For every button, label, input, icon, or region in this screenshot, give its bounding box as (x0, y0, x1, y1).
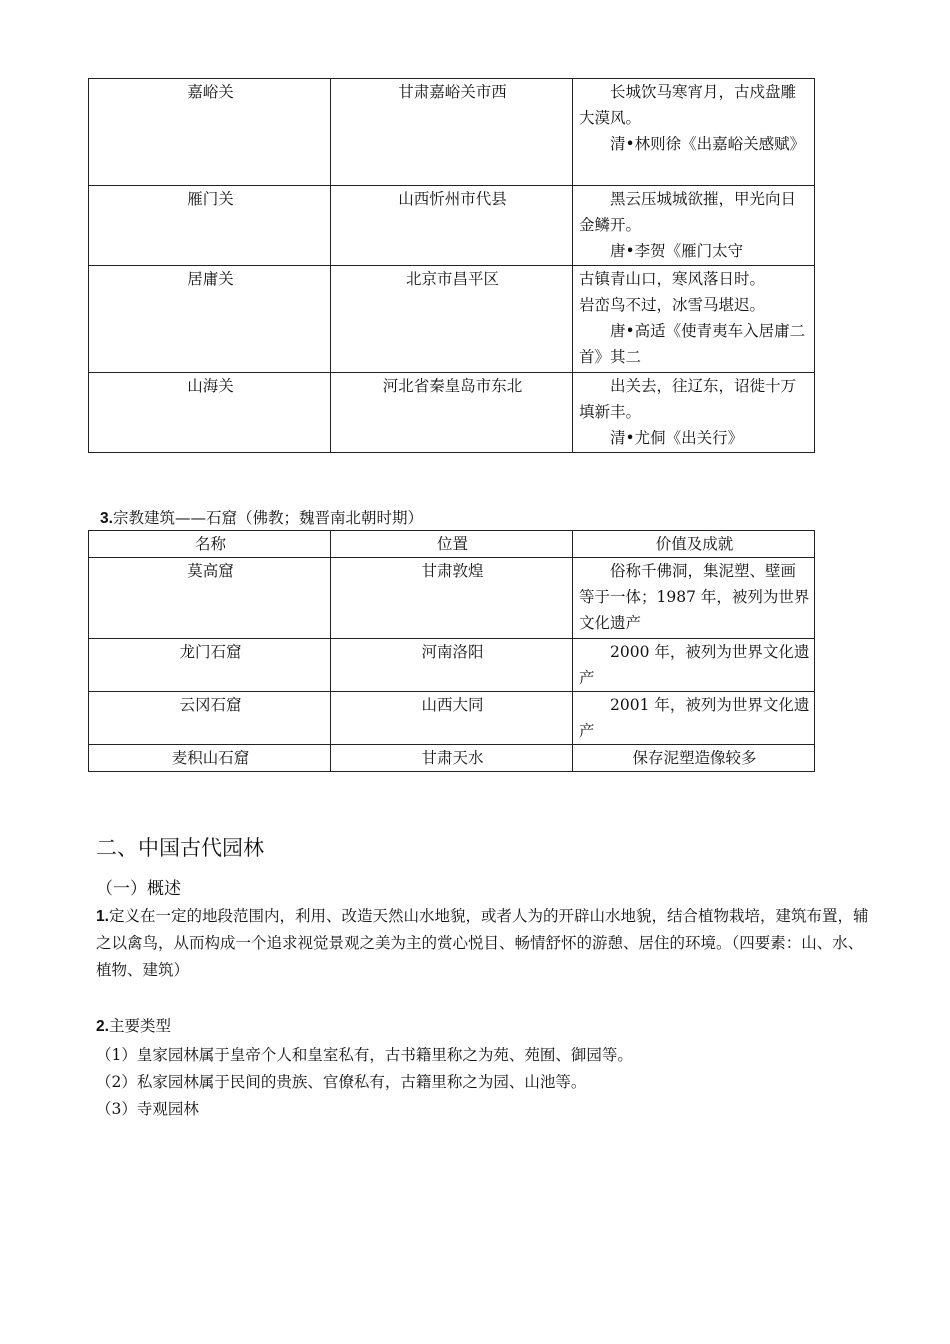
poem-line: 出关去，往辽东，诏徙十万填新丰。 (579, 377, 797, 421)
header-location: 位置 (331, 531, 573, 558)
grottoes-table (88, 530, 815, 772)
pass-name: 雁门关 (89, 186, 331, 266)
definition-paragraph (96, 903, 876, 984)
types-heading (96, 1014, 171, 1036)
grotto-location: 山西大同 (331, 692, 573, 745)
table-row (89, 745, 815, 772)
poem-source: 唐•李贺《雁门太守 (610, 242, 744, 260)
poem-line: 岩峦鸟不过，冰雪马堪迟。 (579, 296, 766, 314)
grotto-location: 河南洛阳 (331, 639, 573, 692)
section-number: 3. (100, 510, 113, 527)
types-title: 主要类型 (108, 1017, 171, 1035)
pass-name: 嘉峪关 (89, 79, 331, 186)
pass-location: 北京市昌平区 (331, 266, 573, 373)
definition-text: 定义在一定的地段范围内，利用、改造天然山水地貌，或者人为的开辟山水地貌，结合植物栽培，建筑布置，辅之以禽鸟，从而构成一个追求视觉景观之美为主的赏心悦目、畅情舒怀的游憩、居住的环境。（四要素：山、水、植物、建筑） (96, 907, 869, 979)
poem-source: 唐•高适《使青夷车入居庸二首》其二 (579, 322, 806, 366)
table-row (89, 266, 815, 373)
pass-poem (573, 373, 815, 453)
grotto-location: 甘肃敦煌 (331, 558, 573, 639)
header-value: 价值及成就 (573, 531, 815, 558)
grotto-value: 2000 年，被列为世界文化遗产 (573, 639, 815, 692)
grotto-name: 麦积山石窟 (89, 745, 331, 772)
pass-poem (573, 79, 815, 186)
poem-source: 清•林则徐《出嘉峪关感赋》 (610, 135, 806, 153)
table-header-row (89, 531, 815, 558)
table-row (89, 692, 815, 745)
types-number: 2. (96, 1018, 109, 1035)
definition-number: 1. (96, 908, 109, 925)
section-caption (100, 506, 423, 528)
poem-line: 古镇青山口，寒风落日时。 (579, 270, 766, 288)
pass-poem (573, 266, 815, 373)
pass-location: 甘肃嘉峪关市西 (331, 79, 573, 186)
pass-location: 山西忻州市代县 (331, 186, 573, 266)
table-row (89, 558, 815, 639)
list-item: （3）寺观园林 (96, 1100, 199, 1118)
poem-line: 黑云压城城欲摧，甲光向日金鳞开。 (579, 190, 797, 234)
grotto-name: 龙门石窟 (89, 639, 331, 692)
subsection-heading: （一）概述 (96, 879, 181, 899)
table-row (89, 186, 815, 266)
grotto-value: 保存泥塑造像较多 (573, 745, 815, 772)
list-item: （1）皇家园林属于皇帝个人和皇室私有，古书籍里称之为苑、苑囿、御园等。 (96, 1046, 633, 1064)
pass-location: 河北省秦皇岛市东北 (331, 373, 573, 453)
grotto-value: 2001 年，被列为世界文化遗产 (573, 692, 815, 745)
table-row (89, 79, 815, 186)
grotto-value: 俗称千佛洞，集泥塑、壁画等于一体；1987 年，被列为世界文化遗产 (573, 558, 815, 639)
grotto-location: 甘肃天水 (331, 745, 573, 772)
grotto-name: 莫高窟 (89, 558, 331, 639)
types-list (96, 1042, 633, 1123)
grotto-name: 云冈石窟 (89, 692, 331, 745)
table-row (89, 639, 815, 692)
poem-line: 长城饮马寒宵月，古戍盘雕大漠风。 (579, 83, 797, 127)
poem-source: 清•尤侗《出关行》 (610, 429, 744, 447)
passes-table (88, 78, 815, 453)
list-item: （2）私家园林属于民间的贵族、官僚私有，古籍里称之为园、山池等。 (96, 1073, 587, 1091)
pass-name: 居庸关 (89, 266, 331, 373)
header-name: 名称 (89, 531, 331, 558)
section-heading: 二、中国古代园林 (96, 836, 264, 860)
table-row (89, 373, 815, 453)
pass-name: 山海关 (89, 373, 331, 453)
pass-poem (573, 186, 815, 266)
section-title: 宗教建筑——石窟（佛教；魏晋南北朝时期） (112, 509, 423, 527)
